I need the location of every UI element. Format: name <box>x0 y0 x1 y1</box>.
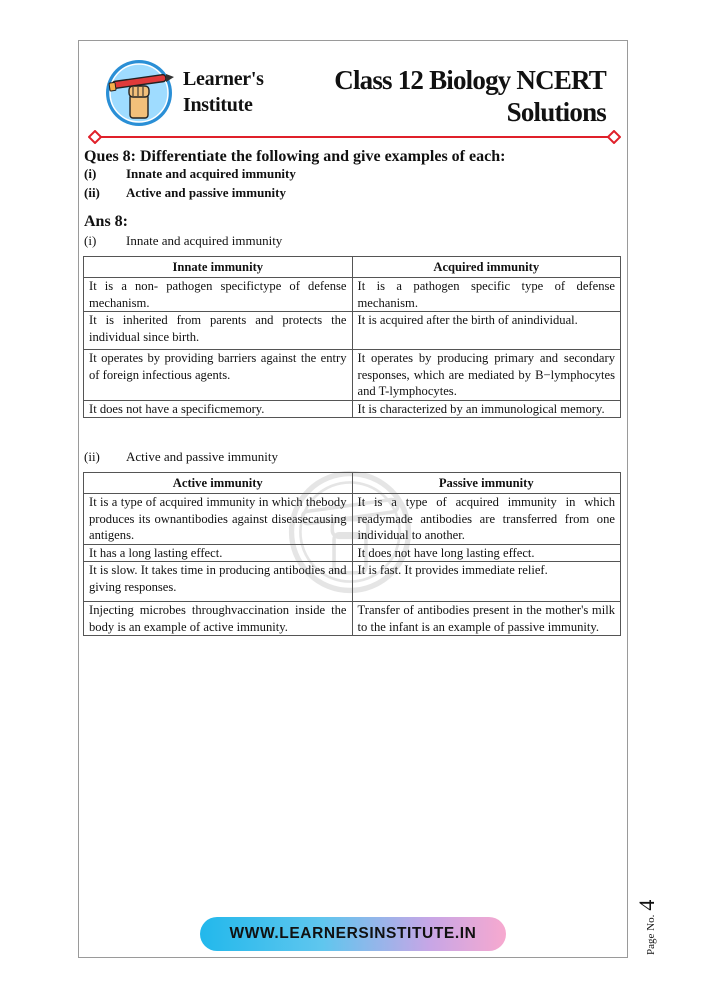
brand-line-1: Learner's <box>183 68 264 90</box>
table-cell: It is a type of acquired immunity in which readymade antibodies are transferred from one individual to another. <box>352 494 621 545</box>
table-cell: Transfer of antibodies present in the mother's milk to the infant is an example of passive immunity. <box>352 602 621 636</box>
watermark-logo-icon <box>288 470 412 594</box>
question-item-text: Active and passive immunity <box>126 185 286 200</box>
column-header: Passive immunity <box>352 473 621 494</box>
question-item-number: (ii) <box>84 185 100 200</box>
table-header-row <box>84 257 621 278</box>
brand-name <box>183 66 264 118</box>
part-1-heading-text: Innate and acquired immunity <box>126 233 283 248</box>
question-item <box>84 185 286 201</box>
table-cell: It operates by providing barriers against the entry of foreign infectious agents. <box>84 350 353 401</box>
table-cell: It is characterized by an immunological memory. <box>352 400 621 418</box>
table-cell: Injecting microbes throughvaccination inside the body is an example of active immunity. <box>84 602 353 636</box>
header-divider <box>88 130 621 144</box>
page-number-label <box>634 900 660 955</box>
website-link[interactable]: WWW.LEARNERSINSTITUTE.IN <box>200 917 506 951</box>
table-cell: It is inherited from parents and protects the individual since birth. <box>84 312 353 350</box>
answer-title: Ans 8: <box>84 213 129 230</box>
column-header: Active immunity <box>84 473 353 494</box>
page-label: Page No. <box>645 914 657 955</box>
document-title <box>306 64 606 128</box>
table-row <box>84 350 621 401</box>
table-cell: It is a non- pathogen specifictype of defense mechanism. <box>84 278 353 312</box>
question-title: Ques 8: Differentiate the following and give examples of each: <box>84 148 506 165</box>
part-2-number: (ii) <box>84 449 100 464</box>
table-cell: It has a long lasting effect. <box>84 544 353 562</box>
title-line-2: Solutions <box>506 97 606 127</box>
question-item-text: Innate and acquired immunity <box>126 166 296 181</box>
part-2-heading-text: Active and passive immunity <box>126 449 279 464</box>
table-cell: It does not have a specificmemory. <box>84 400 353 418</box>
question-item-number: (i) <box>84 166 97 181</box>
column-header: Innate immunity <box>84 257 353 278</box>
table-cell: It is fast. It provides immediate relief. <box>352 562 621 602</box>
part-1-heading <box>84 233 282 249</box>
brand-line-2: Institute <box>183 94 253 116</box>
table-cell: It is slow. It takes time in producing antibodies and giving responses. <box>84 562 353 602</box>
table-row <box>84 278 621 312</box>
page-number: 4 <box>634 899 659 911</box>
table-row <box>84 602 621 636</box>
table-row <box>84 312 621 350</box>
learners-institute-logo-icon <box>104 58 174 128</box>
table-cell: It does not have long lasting effect. <box>352 544 621 562</box>
table-row <box>84 400 621 418</box>
table-cell: It is a pathogen specific type of defense mechanism. <box>352 278 621 312</box>
table-cell: It is acquired after the birth of anindividual. <box>352 312 621 350</box>
innate-acquired-table <box>83 256 621 418</box>
table-cell: It operates by producing primary and secondary responses, which are mediated by B−lymphocytes and T-lymphocytes. <box>352 350 621 401</box>
part-1-number: (i) <box>84 233 97 248</box>
part-2-heading <box>84 449 278 465</box>
question-item <box>84 166 296 182</box>
column-header: Acquired immunity <box>352 257 621 278</box>
title-line-1: Class 12 Biology NCERT <box>334 65 606 95</box>
table-cell: It is a type of acquired immunity in which thebody produces its ownantibodies against diseasecausing antigens. <box>84 494 353 545</box>
